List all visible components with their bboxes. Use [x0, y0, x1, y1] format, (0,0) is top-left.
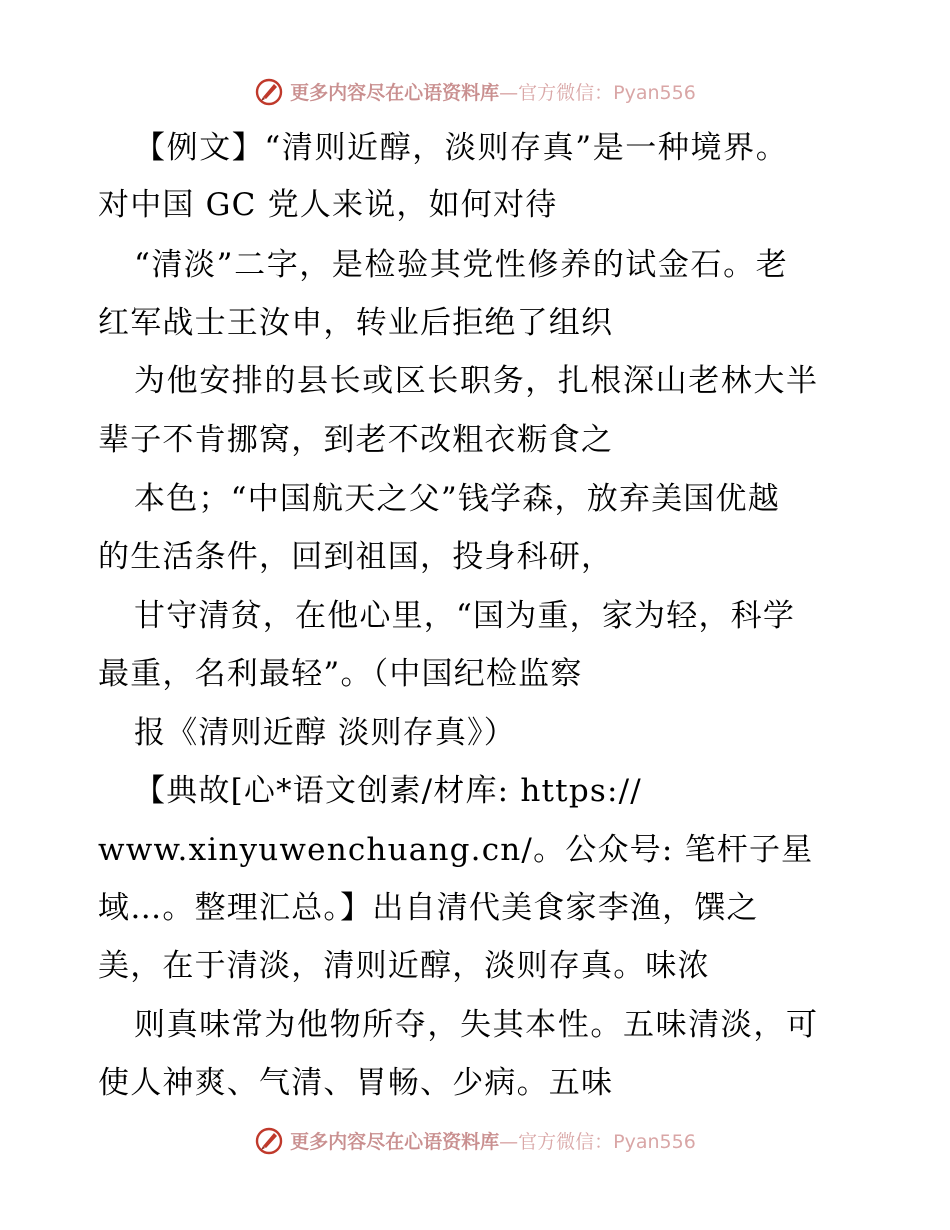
- body-line: 使人神爽、气清、胃畅、少病。五味: [98, 1065, 614, 1101]
- body-line: 最重，名利最轻”。（中国纪检监察: [98, 656, 583, 692]
- header-watermark: [0, 71, 950, 111]
- pen-logo-icon: [254, 76, 284, 106]
- body-line: 本色；“中国航天之父”钱学森，放弃美国优越: [134, 481, 780, 517]
- body-line: 美，在于清淡，清则近醇，淡则存真。味浓: [98, 948, 710, 984]
- body-line: 甘守清贫，在他心里，“国为重，家为轻，科学: [134, 598, 796, 634]
- body-line: 域…。整理汇总。】出自清代美食家李渔，馔之: [98, 890, 759, 926]
- body-line: 辈子不肯挪窝，到老不改粗衣粝食之: [98, 422, 614, 458]
- pen-logo-icon: [254, 1125, 284, 1155]
- body-line: 为他安排的县长或区长职务，扎根深山老林大半: [134, 363, 819, 399]
- body-line: www.xinyuwenchuang.cn/。公众号: 笔杆子星: [98, 832, 814, 868]
- body-line: 红军战士王汝申，转业后拒绝了组织: [98, 305, 614, 341]
- body-line: 则真味常为他物所夺，失其本性。五味清淡，可: [134, 1007, 819, 1043]
- body-line: 【典故[心*语文创素/材库: https://: [134, 773, 642, 809]
- watermark-text: 更多内容尽在心语资料库—官方微信：Pyan556: [290, 1130, 696, 1153]
- body-line: 的生活条件，回到祖国，投身科研，: [98, 539, 614, 575]
- body-line: 对中国 GC 党人来说，如何对待: [98, 187, 558, 223]
- watermark-text: 更多内容尽在心语资料库—官方微信：Pyan556: [290, 81, 696, 104]
- body-line: “清淡”二字，是检验其党性修养的试金石。老: [134, 247, 789, 283]
- footer-watermark: [0, 1120, 950, 1160]
- body-line: 报《清则近醇 淡则存真》）: [134, 715, 516, 751]
- body-line: 【例文】“清则近醇，淡则存真”是一种境界。: [134, 130, 789, 166]
